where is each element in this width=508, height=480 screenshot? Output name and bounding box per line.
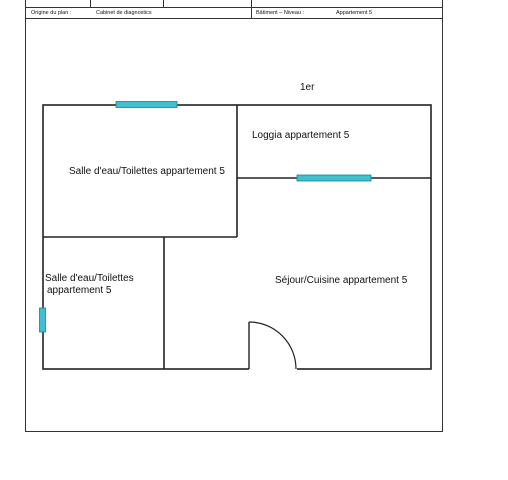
door-swing-arc xyxy=(249,322,296,369)
room-label-salle-eau-2-line1: Salle d'eau/Toilettes xyxy=(45,273,134,284)
room-label-salle-eau-1: Salle d'eau/Toilettes appartement 5 xyxy=(69,166,225,177)
room-label-sejour: Séjour/Cuisine appartement 5 xyxy=(275,275,408,286)
level-label: 1er xyxy=(300,82,315,93)
window-room2 xyxy=(40,308,46,332)
room-label-salle-eau-2-line2: appartement 5 xyxy=(47,285,112,296)
window-loggia xyxy=(297,175,371,181)
room-label-loggia: Loggia appartement 5 xyxy=(252,130,350,141)
walls xyxy=(43,105,431,369)
window-room1 xyxy=(116,102,177,108)
building-value: Appartement 5 xyxy=(336,10,373,16)
origin-value: Cabinet de diagnostics xyxy=(96,10,152,16)
origin-label: Origine du plan : xyxy=(31,10,72,16)
building-label: Bâtiment – Niveau : xyxy=(256,10,304,16)
